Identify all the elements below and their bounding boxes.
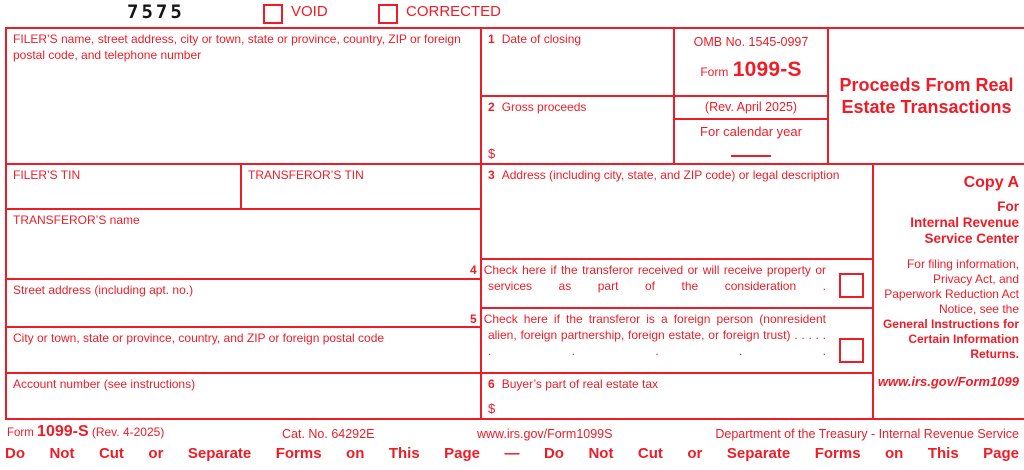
box5-label: Check here if the transferor is a foreign person (nonresident alien, foreign partnership, foreign estate, or foreign trust) . . . . . . . . . . — [483, 312, 826, 358]
filer-tin-field[interactable] — [7, 165, 242, 210]
footer-form-word: Form — [7, 427, 34, 439]
do-not-cut-notice: Do Not Cut or Separate Forms on This Page — Do Not Cut or Separate Forms on This Page — [5, 445, 1019, 462]
omb-block — [675, 29, 829, 97]
box1-number: 1 — [488, 32, 495, 46]
box2-label: Gross proceeds — [501, 100, 587, 114]
city-state-zip-field[interactable] — [7, 328, 482, 374]
box2-gross-proceeds-field[interactable] — [482, 97, 675, 165]
copy-a-irs-url: www.irs.gov/Form1099 — [877, 373, 1019, 389]
box4-label: Check here if the transferor received or will receive property or services as part of the consideration . — [483, 263, 826, 293]
copy-a-info-bold-text: General Instructions for Certain Information Returns. — [882, 317, 1019, 362]
box2-number: 2 — [488, 100, 495, 114]
footer-irs-url: www.irs.gov/Form1099S — [477, 427, 613, 441]
box1-date-of-closing-field[interactable] — [482, 29, 675, 97]
street-address-label: Street address (including apt. no.) — [13, 283, 194, 297]
revision-label: (Rev. April 2025) — [704, 100, 798, 114]
box5-number: 5 — [470, 312, 477, 326]
account-number-label: Account number (see instructions) — [13, 377, 196, 391]
void-label: VOID — [291, 3, 328, 20]
box3-address-field[interactable] — [482, 165, 874, 260]
form-number-line: Form 1099-S — [700, 58, 802, 81]
footer-revision: (Rev. 4-2025) — [91, 425, 165, 439]
box3-label: Address (including city, state, and ZIP code) or legal description — [501, 168, 840, 182]
copy-a-title: Copy A — [963, 174, 1019, 191]
transferor-name-label: TRANSFEROR’S name — [13, 213, 140, 227]
form-title-block — [829, 29, 1024, 165]
box2-dollar-sign: $ — [488, 146, 496, 161]
box6-number: 6 — [488, 377, 495, 391]
calendar-year-block — [675, 120, 829, 165]
filer-name-address-label: FILER’S name, street address, city or town, state or province, country, ZIP or foreign postal code, and telephone number — [13, 32, 461, 62]
copy-a-for-line1: For — [997, 199, 1019, 214]
corrected-checkbox[interactable] — [378, 4, 398, 24]
omb-number: OMB No. 1545-0997 — [693, 35, 809, 49]
form-title: Proceeds From Real Estate Transactions — [839, 74, 1014, 117]
box4-number: 4 — [470, 263, 477, 277]
calendar-year-label: For calendar year — [700, 124, 802, 139]
box6-label: Buyer’s part of real estate tax — [501, 377, 658, 391]
street-address-field[interactable] — [7, 280, 482, 328]
transferor-name-field[interactable] — [7, 210, 482, 280]
account-number-field[interactable] — [7, 374, 482, 418]
box6-dollar-sign: $ — [488, 401, 496, 416]
box5-check-block — [470, 309, 874, 374]
box6-real-estate-tax-field[interactable] — [482, 374, 874, 418]
box4-check-block — [470, 260, 874, 309]
void-checkbox[interactable] — [263, 4, 283, 24]
calendar-year-blank[interactable] — [731, 139, 771, 157]
box3-number: 3 — [488, 168, 495, 182]
filer-name-address-field[interactable] — [7, 29, 482, 165]
copy-a-info-text: For filing information, Privacy Act, and Paperwork Reduction Act Notice, see the — [884, 256, 1019, 317]
box4-checkbox[interactable] — [839, 273, 864, 298]
city-state-zip-label: City or town, state or province, country, and ZIP or foreign postal code — [13, 331, 385, 345]
treasury-department-label: Department of the Treasury - Internal Revenue Service — [715, 427, 1019, 441]
catalog-number: Cat. No. 64292E — [282, 427, 375, 441]
form-number: 1099-S — [732, 58, 802, 81]
filer-tin-label: FILER’S TIN — [13, 168, 81, 182]
revision-block — [675, 97, 829, 120]
box1-label: Date of closing — [501, 32, 582, 46]
copy-a-for-line2: Internal Revenue — [910, 214, 1019, 230]
footer-form-number: 1099-S — [37, 423, 89, 440]
box5-checkbox[interactable] — [839, 338, 864, 363]
transferor-tin-field[interactable] — [242, 165, 482, 210]
copy-a-column — [874, 165, 1024, 418]
form-print-code: 7575 — [127, 1, 185, 23]
copy-a-for-line3: Service Center — [924, 230, 1019, 246]
corrected-label: CORRECTED — [406, 3, 502, 20]
footer-form-line — [7, 423, 164, 441]
transferor-tin-label: TRANSFEROR’S TIN — [248, 168, 364, 182]
